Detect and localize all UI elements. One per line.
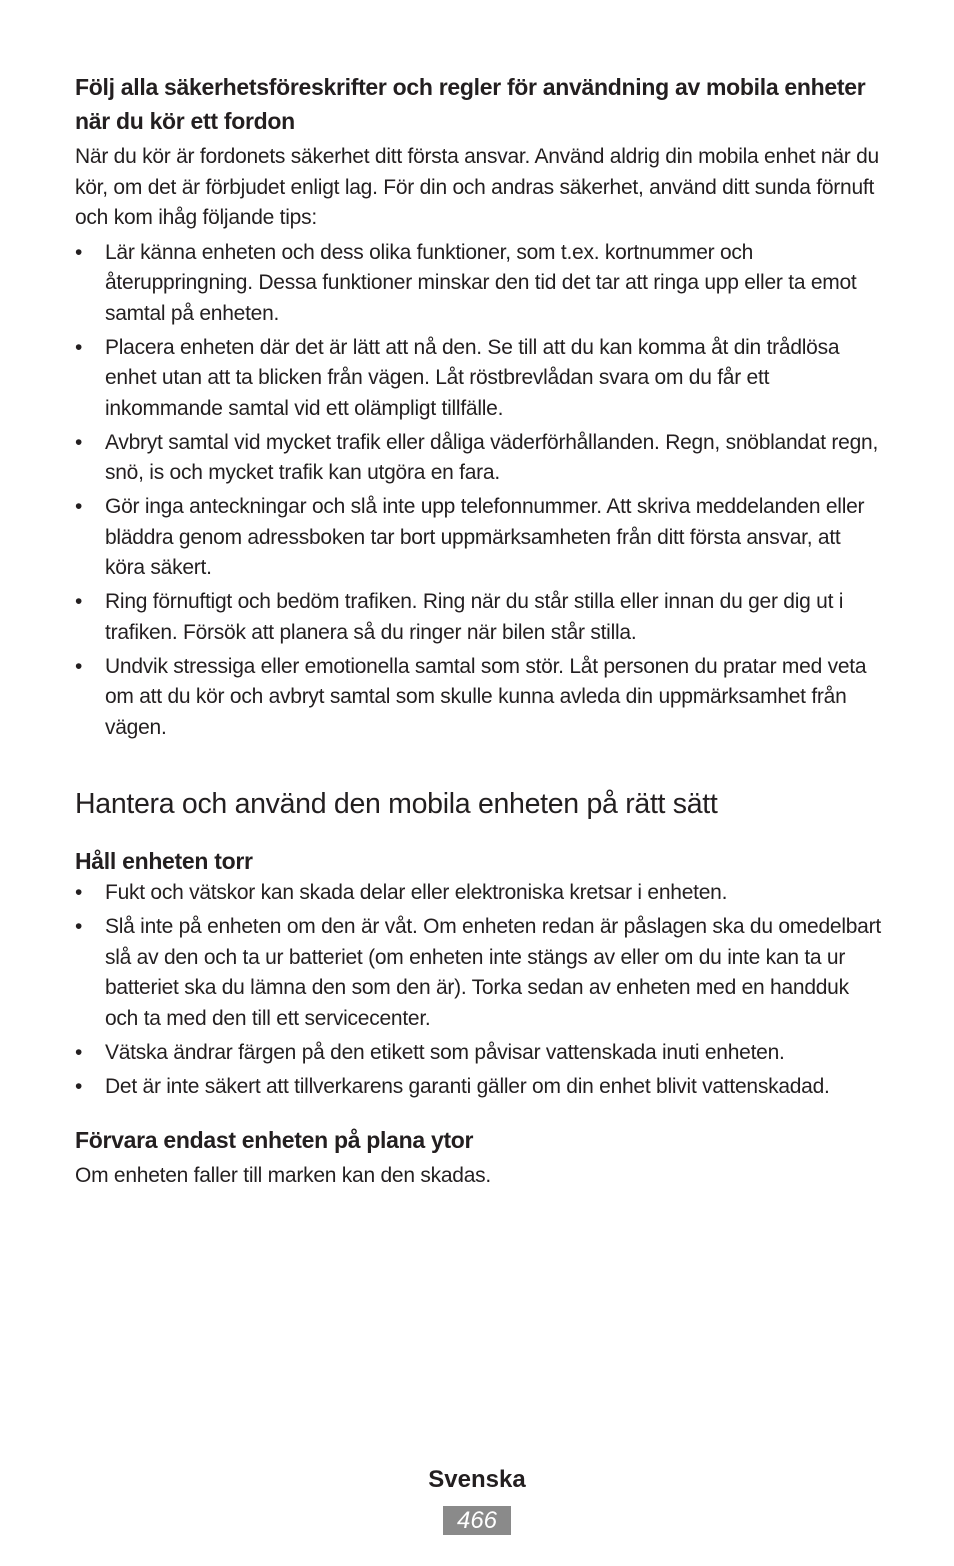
section-title: Hantera och använd den mobila enheten på rätt sätt	[75, 788, 718, 820]
flat-surface-text: Om enheten faller till marken kan den skadas.	[75, 1164, 491, 1187]
driving-safety-heading: Följ alla säkerhetsföreskrifter och regler för användning av mobila enheter när du kör ett fordon	[75, 74, 866, 134]
bullet-icon: •	[75, 335, 83, 359]
bullet-icon: •	[75, 495, 83, 518]
bullet-icon: •	[75, 430, 83, 454]
list-item: • Gör inga anteckningar och slå inte upp telefonnummer. Att skriva meddelanden eller bläddra genom adressboken tar bort uppmärksamheten från ditt första ansvar, att köra säkert.	[75, 492, 885, 584]
driving-safety-list	[75, 238, 885, 744]
list-item: • Slå inte på enheten om den är våt. Om enheten redan är påslagen ska du omedelbart slå av den och ta ur batteriet (om enheten inte stängs av eller om du inte kan ta ur batteriet ska du lämna den som den är). Torka sedan av enheten med en handduk och ta med den till ett servicecenter.	[75, 912, 885, 1034]
footer-language: Svenska	[428, 1466, 526, 1493]
bullet-icon: •	[75, 654, 83, 678]
page-content	[75, 70, 885, 1196]
list-item: • Fukt och vätskor kan skada delar eller elektroniska kretsar i enheten.	[75, 878, 885, 909]
bullet-icon: •	[75, 1040, 83, 1064]
bullet-icon: •	[75, 881, 83, 904]
page-number: 466	[443, 1506, 511, 1535]
keep-dry-heading: Håll enheten torr	[75, 848, 253, 874]
list-item: • Placera enheten där det är lätt att nå den. Se till att du kan komma åt din trådlösa enhet utan att ta blicken från vägen. Låt röstbrevlådan svara om du får ett inkommande samtal vid ett olämpligt tillfälle.	[75, 333, 885, 425]
bullet-icon: •	[75, 590, 83, 613]
list-item: • Avbryt samtal vid mycket trafik eller dåliga väderförhållanden. Regn, snöblandat regn, snö, is och mycket trafik kan utgöra en fara.	[75, 428, 885, 489]
list-item: • Ring förnuftigt och bedöm trafiken. Ring när du står stilla eller innan du ger dig ut i trafiken. Försök att planera så du ringer när bilen står stilla.	[75, 587, 885, 648]
list-item: • Vätska ändrar färgen på den etikett som påvisar vattenskada inuti enheten.	[75, 1038, 885, 1069]
bullet-icon: •	[75, 915, 83, 938]
list-item: • Lär känna enheten och dess olika funktioner, som t.ex. kortnummer och återuppringning. Dessa funktioner minskar den tid det tar att ringa upp eller ta emot samtal på enheten.	[75, 238, 885, 330]
bullet-icon: •	[75, 240, 83, 264]
driving-safety-intro: När du kör är fordonets säkerhet ditt första ansvar. Använd aldrig din mobila enhet när du kör, om det är förbjudet enligt lag. För din och andras säkerhet, använd ditt sunda förnuft och kom ihåg följande tips:	[75, 145, 879, 229]
list-item: • Det är inte säkert att tillverkarens garanti gäller om din enhet blivit vattenskadad.	[75, 1072, 885, 1103]
bullet-icon: •	[75, 1074, 83, 1098]
keep-dry-list	[75, 878, 885, 1102]
flat-surface-heading: Förvara endast enheten på plana ytor	[75, 1127, 474, 1153]
list-item: • Undvik stressiga eller emotionella samtal som stör. Låt personen du pratar med veta om att du kör och avbryt samtal som skulle kunna avleda din uppmärksamhet från vägen.	[75, 652, 885, 744]
